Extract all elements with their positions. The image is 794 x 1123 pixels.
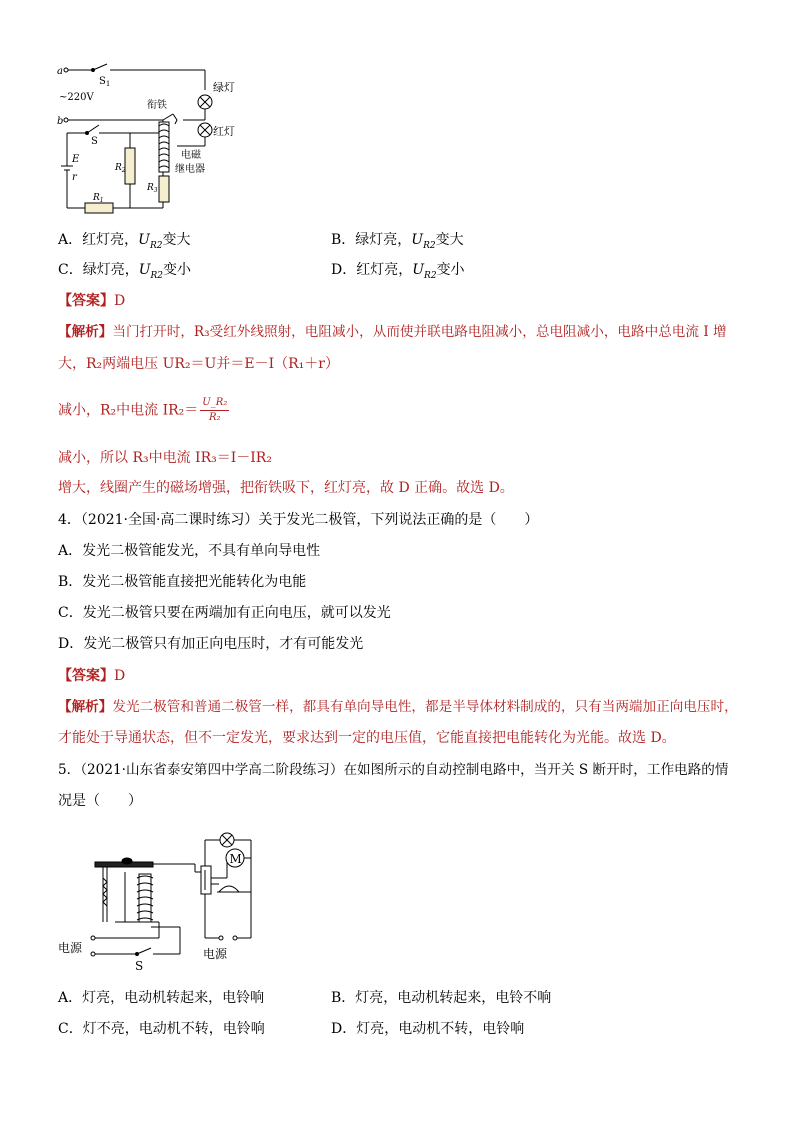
q3-analysis-line2: 大，R₂两端电压 UR₂＝U并＝E－I（R₁＋r）	[58, 356, 339, 372]
label-motor: M	[229, 852, 242, 866]
relay-circuit-diagram	[55, 58, 255, 218]
q3-option-c[interactable]: C．绿灯亮，$U_{R2}$变小	[58, 262, 192, 281]
q3-analysis-line5: 增大，线圈产生的磁场增强，把衔铁吸下，红灯亮，故 D 正确。故选 D。	[58, 480, 514, 496]
label-power-left: 电源	[58, 941, 83, 955]
label-r: r	[72, 172, 77, 183]
label-s1: $S_1$	[99, 76, 111, 88]
q4-option-c[interactable]: C．发光二极管只要在两端加有正向电压，就可以发光	[58, 605, 391, 621]
q3-option-d[interactable]: D．红灯亮，$U_{R2}$变小	[331, 262, 465, 281]
label-b: b	[57, 116, 64, 127]
label-switch-s: S	[135, 959, 144, 972]
label-voltage: ~220V	[59, 92, 94, 103]
q4-analysis-line1: 【解析】发光二极管和普通二极管一样，都具有单向导电性，都是半导体材料制成的，只有当两端加正向电压时，	[58, 699, 738, 715]
label-r2: $R_2$	[115, 163, 126, 174]
q5-stem-line1: 5．（2021·山东省泰安第四中学高二阶段练习）在如图所示的自动控制电路中，当开关 S 断开时，工作电路的情	[58, 762, 729, 778]
label-r1: $R_1$	[93, 193, 104, 204]
q5-option-a[interactable]: A．灯亮，电动机转起来，电铃响	[58, 990, 265, 1006]
q3-option-a[interactable]: A．红灯亮，$U_{R2}$变大	[58, 232, 191, 251]
q4-answer: 【答案】D	[58, 668, 126, 684]
q3-analysis-line3: 减小，R₂中电流 IR₂＝ $\frac{\text{U\_R₂}}{\text{R₂}}$	[58, 397, 228, 423]
q4-option-a[interactable]: A．发光二极管能发光，不具有单向导电性	[58, 543, 321, 559]
label-r3: $R_3$	[147, 183, 158, 194]
label-relay-1: 电磁	[181, 150, 201, 161]
label-s: S	[91, 136, 98, 147]
q3-option-b[interactable]: B．绿灯亮，$U_{R2}$变大	[331, 232, 464, 251]
label-power-right: 电源	[203, 947, 228, 961]
q5-option-b[interactable]: B．灯亮，电动机转起来，电铃不响	[331, 990, 552, 1006]
q4-option-d[interactable]: D．发光二极管只有加正向电压时，才有可能发光	[58, 636, 364, 652]
label-a: a	[57, 66, 63, 77]
label-armature: 衔铁	[147, 100, 167, 111]
q4-analysis-line2: 才能处于导通状态，但不一定发光，要求达到一定的电压值，它能直接把电能转化为光能。故选 D。	[58, 730, 676, 746]
q4-option-b[interactable]: B．发光二极管能直接把光能转化为电能	[58, 574, 307, 590]
q4-stem: 4．（2021·全国·高二课时练习）关于发光二极管，下列说法正确的是（ ）	[58, 512, 539, 528]
label-relay-2: 继电器	[175, 164, 205, 175]
label-red-lamp: 红灯	[213, 125, 235, 138]
q3-answer: 【答案】D	[58, 293, 126, 309]
q3-analysis-line4: 减小，所以 R₃中电流 IR₃＝I－IR₂	[58, 450, 272, 466]
q5-option-d[interactable]: D．灯亮，电动机不转，电铃响	[331, 1021, 525, 1037]
current-fraction: $\frac{\text{U\_R₂}}{\text{R₂}}$	[202, 397, 228, 423]
label-green-lamp: 绿灯	[213, 81, 235, 94]
q3-analysis-line1: 【解析】当门打开时，R₃受红外线照射，电阻减小，从而使并联电路电阻减小，总电阻减小，电路中总电流 I 增	[58, 324, 727, 340]
q5-stem-line2: 况是（ ）	[58, 793, 142, 809]
control-circuit-diagram	[55, 822, 275, 972]
label-e: E	[72, 154, 80, 165]
q5-option-c[interactable]: C．灯不亮，电动机不转，电铃响	[58, 1021, 265, 1037]
